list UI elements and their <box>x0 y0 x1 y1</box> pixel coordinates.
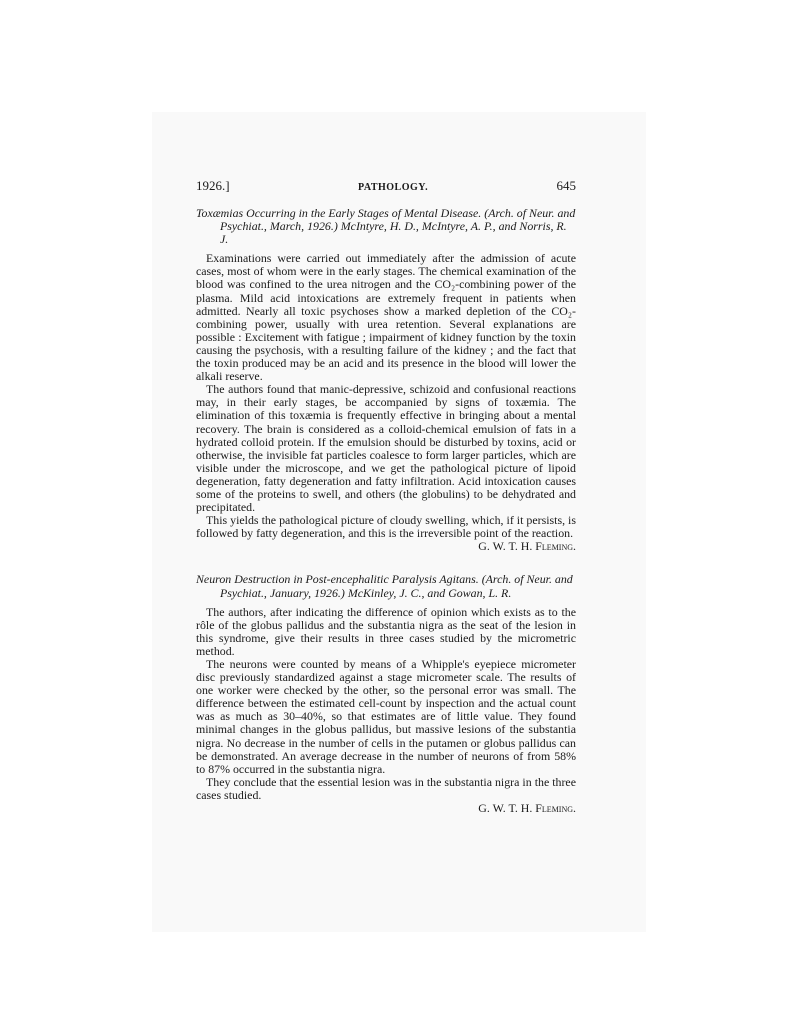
page-number: 645 <box>556 178 576 193</box>
article-2-citation <box>196 573 576 599</box>
article-1-citation <box>196 207 576 246</box>
article-2-last-paragraph <box>196 776 576 802</box>
article-1-last-text: This yields the pathological picture of cloudy swelling, which, if it persists, is followed by fatty degeneration, and this is the irreversible point of the reaction. <box>196 513 576 541</box>
article-1-source: (Arch. of Neur. and Psychiat., March, 1926.) <box>220 206 576 234</box>
page-content <box>196 178 576 815</box>
article-2-paragraph: The neurons were counted by means of a Whipple's eyepiece micrometer disc previously standardized against a stage micrometer scale. The results of one worker were checked by the other, so the personal error was small. The difference between the estimated cell-count by inspection and the actual count was as much as 30–40%, so that estimates are of little value. They found minimal changes in the globus pallidus, but massive lesions of the substantia nigra. No decrease in the number of cells in the putamen or globus pallidus can be demonstrated. An average decrease in the number of neurons of from 58% to 87% occurred in the substantia nigra. <box>196 657 576 776</box>
article-2-title: Neuron Destruction in Post-encephalitic Paralysis Agitans. <box>196 572 479 587</box>
article-2-source: (Arch. of Neur. and Psychiat., January, 1926.) <box>220 572 573 600</box>
article-1-authors: McIntyre, H. D., McIntyre, A. P., and Norris, R. J. <box>220 219 567 247</box>
article-2-authors: McKinley, J. C., and Gowan, L. R. <box>347 585 512 600</box>
article-1-signature: G. W. T. H. Fleming. <box>478 539 576 554</box>
article-1 <box>196 207 576 553</box>
article-2 <box>196 573 576 815</box>
article-1-signature-line <box>196 540 576 553</box>
article-1-paragraph: The authors found that manic-depressive, schizoid and confusional reactions may, in their early stages, be accompanied by signs of toxæmia. The elimination of this toxæmia is frequently effective in bringing about a mental recovery. The brain is considered as a colloid-chemical emulsion of fats in a hydrated colloid protein. If the emulsion should be disturbed by toxins, acid or otherwise, the invisible fat particles coalesce to form larger particles, which are visible under the microscope, and we get the pathological picture of lipoid degeneration, fatty degeneration and fatty infiltration. Acid intoxication causes some of the proteins to swell, and others (the globulins) to be dehydrated and precipitated. <box>196 382 576 515</box>
running-header <box>196 178 576 196</box>
header-section: PATHOLOGY. <box>357 182 429 193</box>
article-1-paragraph: Examinations were carried out immediately after the admission of acute cases, most of whom were in the early stages. The chemical examination of the blood was confined to the urea nitrogen and the CO₂-combining power of the plasma. Mild acid intoxications are extremely frequent in patients when admitted. Nearly all toxic psychoses show a marked depletion of the CO₂-combining power, usually with urea retention. Several explanations are possible : Excitement with fatigue ; impairment of kidney function by the toxin causing the psychosis, with a resulting failure of the kidney ; and the fact that the toxin produced may be an acid and its presence in the blood will lower the alkali reserve. <box>196 251 576 384</box>
header-year: 1926.] <box>196 178 230 193</box>
article-1-last-paragraph <box>196 514 576 540</box>
article-2-signature-line <box>196 802 576 815</box>
article-2-last-text: They conclude that the essential lesion was in the substantia nigra in the three cases studied. <box>196 774 576 802</box>
article-2-paragraph: The authors, after indicating the difference of opinion which exists as to the rôle of the globus pallidus and the substantia nigra as the seat of the lesion in this syndrome, give their results in three cases studied by the micrometric method. <box>196 604 576 658</box>
article-separator <box>196 553 576 573</box>
article-1-title: Toxæmias Occurring in the Early Stages of Mental Disease. <box>196 206 482 220</box>
article-2-signature: G. W. T. H. Fleming. <box>478 801 576 816</box>
